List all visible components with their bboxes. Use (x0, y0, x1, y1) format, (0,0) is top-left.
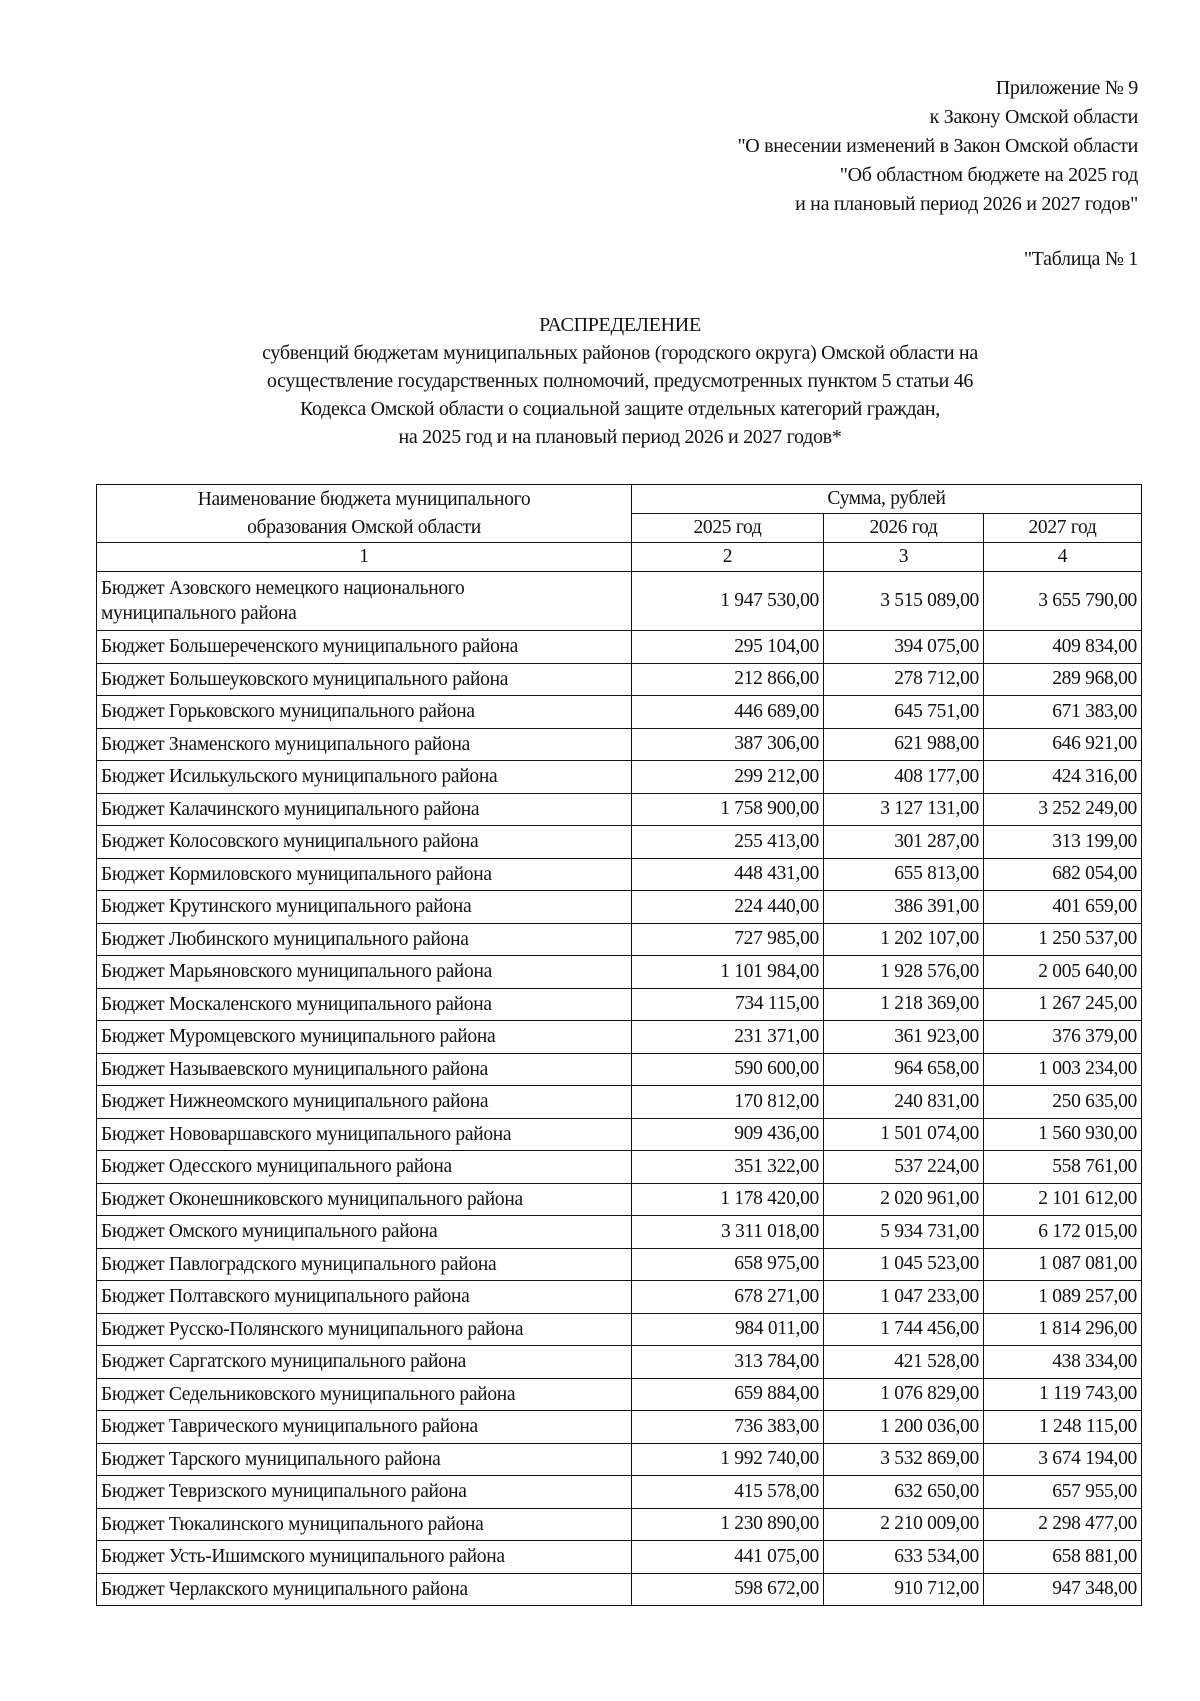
table-row (97, 1541, 1142, 1574)
value-2027-cell: 289 968,00 (984, 663, 1142, 696)
value-2025-cell: 441 075,00 (632, 1541, 824, 1574)
budget-name-cell: Бюджет Называевского муниципального района (97, 1053, 632, 1086)
value-2026-cell: 3 515 089,00 (824, 572, 984, 631)
value-2026-cell: 3 127 131,00 (824, 793, 984, 826)
value-2027-cell: 2 298 477,00 (984, 1508, 1142, 1541)
col-header-2027: 2027 год (984, 514, 1142, 543)
table-row (97, 1411, 1142, 1444)
table-row (97, 1053, 1142, 1086)
document-title (180, 311, 1060, 451)
title-line: Кодекса Омской области о социальной защите отдельных категорий граждан, (300, 398, 940, 420)
value-2025-cell: 1 101 984,00 (632, 956, 824, 989)
table-row (97, 826, 1142, 859)
title-line: на 2025 год и на плановый период 2026 и 2027 годов* (398, 426, 842, 448)
table-row (97, 1183, 1142, 1216)
value-2027-cell: 1 248 115,00 (984, 1411, 1142, 1444)
table-row (97, 663, 1142, 696)
value-2025-cell: 170 812,00 (632, 1086, 824, 1119)
appendix-header (737, 74, 1138, 219)
col-header-2025: 2025 год (632, 514, 824, 543)
table-row (97, 1216, 1142, 1249)
value-2027-cell: 646 921,00 (984, 728, 1142, 761)
value-2025-cell: 598 672,00 (632, 1573, 824, 1606)
budget-name-cell: Бюджет Таврического муниципального района (97, 1411, 632, 1444)
value-2025-cell: 1 947 530,00 (632, 572, 824, 631)
value-2027-cell: 3 655 790,00 (984, 572, 1142, 631)
value-2026-cell: 537 224,00 (824, 1151, 984, 1184)
col-number: 3 (824, 543, 984, 572)
table-row (97, 761, 1142, 794)
budget-name-cell: Бюджет Колосовского муниципального района (97, 826, 632, 859)
value-2027-cell: 1 089 257,00 (984, 1281, 1142, 1314)
value-2027-cell: 1 814 296,00 (984, 1313, 1142, 1346)
table-row (97, 858, 1142, 891)
budget-name-cell: Бюджет Седельниковского муниципального района (97, 1378, 632, 1411)
value-2027-cell: 682 054,00 (984, 858, 1142, 891)
value-2025-cell: 590 600,00 (632, 1053, 824, 1086)
value-2025-cell: 212 866,00 (632, 663, 824, 696)
value-2026-cell: 2 210 009,00 (824, 1508, 984, 1541)
value-2027-cell: 438 334,00 (984, 1346, 1142, 1379)
table-row (97, 923, 1142, 956)
value-2026-cell: 1 045 523,00 (824, 1248, 984, 1281)
table-row (97, 1508, 1142, 1541)
budget-name-cell: Бюджет Марьяновского муниципального района (97, 956, 632, 989)
value-2026-cell: 5 934 731,00 (824, 1216, 984, 1249)
value-2027-cell: 2 005 640,00 (984, 956, 1142, 989)
value-2025-cell: 295 104,00 (632, 631, 824, 664)
value-2027-cell: 1 087 081,00 (984, 1248, 1142, 1281)
value-2026-cell: 1 928 576,00 (824, 956, 984, 989)
col-header-name: Наименование бюджета муниципального образования Омской области (97, 485, 632, 543)
budget-name-cell: Бюджет Одесского муниципального района (97, 1151, 632, 1184)
budget-name-cell: Бюджет Кормиловского муниципального района (97, 858, 632, 891)
appendix-line: Приложение № 9 (995, 77, 1138, 99)
table-row (97, 1151, 1142, 1184)
value-2026-cell: 240 831,00 (824, 1086, 984, 1119)
value-2026-cell: 1 202 107,00 (824, 923, 984, 956)
value-2025-cell: 448 431,00 (632, 858, 824, 891)
budget-name-cell: Бюджет Павлоградского муниципального района (97, 1248, 632, 1281)
value-2027-cell: 250 635,00 (984, 1086, 1142, 1119)
budget-name-cell: Бюджет Большереченского муниципального района (97, 631, 632, 664)
budget-name-cell: Бюджет Крутинского муниципального района (97, 891, 632, 924)
budget-name-cell: Бюджет Москаленского муниципального района (97, 988, 632, 1021)
table-row (97, 1313, 1142, 1346)
value-2026-cell: 3 532 869,00 (824, 1443, 984, 1476)
value-2026-cell: 645 751,00 (824, 696, 984, 729)
budget-name-cell: Бюджет Любинского муниципального района (97, 923, 632, 956)
value-2025-cell: 387 306,00 (632, 728, 824, 761)
value-2025-cell: 313 784,00 (632, 1346, 824, 1379)
value-2025-cell: 734 115,00 (632, 988, 824, 1021)
value-2025-cell: 678 271,00 (632, 1281, 824, 1314)
value-2026-cell: 394 075,00 (824, 631, 984, 664)
col-header-sum: Сумма, рублей (632, 485, 1142, 514)
value-2025-cell: 658 975,00 (632, 1248, 824, 1281)
value-2027-cell: 424 316,00 (984, 761, 1142, 794)
value-2027-cell: 657 955,00 (984, 1476, 1142, 1509)
budget-name-cell: Бюджет Русско-Полянского муниципального района (97, 1313, 632, 1346)
value-2027-cell: 2 101 612,00 (984, 1183, 1142, 1216)
value-2025-cell: 1 230 890,00 (632, 1508, 824, 1541)
table-row (97, 1476, 1142, 1509)
budget-name-cell: Бюджет Усть-Ишимского муниципального района (97, 1541, 632, 1574)
value-2026-cell: 1 744 456,00 (824, 1313, 984, 1346)
value-2025-cell: 231 371,00 (632, 1021, 824, 1054)
budget-name-cell: Бюджет Горьковского муниципального района (97, 696, 632, 729)
value-2027-cell: 658 881,00 (984, 1541, 1142, 1574)
budget-name-cell: Бюджет Знаменского муниципального района (97, 728, 632, 761)
budget-name-cell: Бюджет Нижнеомского муниципального района (97, 1086, 632, 1119)
budget-name-cell: Бюджет Саргатского муниципального района (97, 1346, 632, 1379)
value-2025-cell: 1 992 740,00 (632, 1443, 824, 1476)
table-row (97, 1021, 1142, 1054)
value-2027-cell: 401 659,00 (984, 891, 1142, 924)
value-2025-cell: 659 884,00 (632, 1378, 824, 1411)
budget-name-cell: Бюджет Тюкалинского муниципального района (97, 1508, 632, 1541)
table-row (97, 1248, 1142, 1281)
value-2025-cell: 736 383,00 (632, 1411, 824, 1444)
value-2026-cell: 910 712,00 (824, 1573, 984, 1606)
appendix-line: "О внесении изменений в Закон Омской области (737, 135, 1138, 157)
value-2026-cell: 2 020 961,00 (824, 1183, 984, 1216)
value-2026-cell: 1 076 829,00 (824, 1378, 984, 1411)
value-2026-cell: 632 650,00 (824, 1476, 984, 1509)
table-row (97, 1118, 1142, 1151)
value-2025-cell: 909 436,00 (632, 1118, 824, 1151)
budget-name-cell: Бюджет Нововаршавского муниципального района (97, 1118, 632, 1151)
table-row (97, 1378, 1142, 1411)
budget-name-cell: Бюджет Оконешниковского муниципального района (97, 1183, 632, 1216)
value-2026-cell: 621 988,00 (824, 728, 984, 761)
value-2026-cell: 408 177,00 (824, 761, 984, 794)
value-2027-cell: 313 199,00 (984, 826, 1142, 859)
col-number: 1 (97, 543, 632, 572)
table-row (97, 1346, 1142, 1379)
value-2027-cell: 947 348,00 (984, 1573, 1142, 1606)
appendix-line: "Об областном бюджете на 2025 год (839, 164, 1138, 186)
budget-name-cell: Бюджет Исилькульского муниципального района (97, 761, 632, 794)
budget-name-cell: Бюджет Муромцевского муниципального района (97, 1021, 632, 1054)
budget-name-cell: Бюджет Азовского немецкого национального муниципального района (97, 572, 632, 631)
appendix-line: к Закону Омской области (929, 106, 1138, 128)
value-2026-cell: 421 528,00 (824, 1346, 984, 1379)
value-2027-cell: 1 003 234,00 (984, 1053, 1142, 1086)
table-row (97, 696, 1142, 729)
appendix-line: и на плановый период 2026 и 2027 годов" (795, 193, 1138, 215)
value-2025-cell: 1 178 420,00 (632, 1183, 824, 1216)
value-2025-cell: 3 311 018,00 (632, 1216, 824, 1249)
title-line: осуществление государственных полномочий, предусмотренных пунктом 5 статьи 46 (266, 370, 974, 392)
col-number: 4 (984, 543, 1142, 572)
value-2025-cell: 224 440,00 (632, 891, 824, 924)
table-row (97, 956, 1142, 989)
value-2027-cell: 1 119 743,00 (984, 1378, 1142, 1411)
value-2025-cell: 1 758 900,00 (632, 793, 824, 826)
table-row (97, 988, 1142, 1021)
value-2027-cell: 3 252 249,00 (984, 793, 1142, 826)
value-2027-cell: 1 560 930,00 (984, 1118, 1142, 1151)
value-2026-cell: 386 391,00 (824, 891, 984, 924)
value-2026-cell: 361 923,00 (824, 1021, 984, 1054)
value-2026-cell: 655 813,00 (824, 858, 984, 891)
value-2027-cell: 671 383,00 (984, 696, 1142, 729)
table-row (97, 631, 1142, 664)
table-number: "Таблица № 1 (1023, 248, 1138, 270)
value-2026-cell: 1 218 369,00 (824, 988, 984, 1021)
value-2026-cell: 1 047 233,00 (824, 1281, 984, 1314)
col-number: 2 (632, 543, 824, 572)
value-2025-cell: 446 689,00 (632, 696, 824, 729)
col-header-2026: 2026 год (824, 514, 984, 543)
title-line: субвенций бюджетам муниципальных районов (городского округа) Омской области на (262, 342, 978, 364)
value-2025-cell: 299 212,00 (632, 761, 824, 794)
value-2027-cell: 3 674 194,00 (984, 1443, 1142, 1476)
table-row (97, 891, 1142, 924)
budget-name-cell: Бюджет Черлакского муниципального района (97, 1573, 632, 1606)
table-row (97, 1443, 1142, 1476)
subventions-table (96, 484, 1142, 1606)
budget-name-cell: Бюджет Полтавского муниципального района (97, 1281, 632, 1314)
value-2026-cell: 1 501 074,00 (824, 1118, 984, 1151)
value-2027-cell: 1 267 245,00 (984, 988, 1142, 1021)
budget-name-cell: Бюджет Тарского муниципального района (97, 1443, 632, 1476)
value-2025-cell: 255 413,00 (632, 826, 824, 859)
value-2027-cell: 1 250 537,00 (984, 923, 1142, 956)
value-2026-cell: 1 200 036,00 (824, 1411, 984, 1444)
value-2027-cell: 409 834,00 (984, 631, 1142, 664)
table-row (97, 1281, 1142, 1314)
title-heading: РАСПРЕДЕЛЕНИЕ (539, 314, 701, 336)
budget-name-cell: Бюджет Большеуковского муниципального района (97, 663, 632, 696)
value-2027-cell: 6 172 015,00 (984, 1216, 1142, 1249)
table-row (97, 572, 1142, 631)
value-2026-cell: 964 658,00 (824, 1053, 984, 1086)
value-2026-cell: 633 534,00 (824, 1541, 984, 1574)
value-2026-cell: 301 287,00 (824, 826, 984, 859)
value-2026-cell: 278 712,00 (824, 663, 984, 696)
value-2025-cell: 351 322,00 (632, 1151, 824, 1184)
value-2025-cell: 984 011,00 (632, 1313, 824, 1346)
value-2025-cell: 415 578,00 (632, 1476, 824, 1509)
budget-name-cell: Бюджет Калачинского муниципального района (97, 793, 632, 826)
value-2025-cell: 727 985,00 (632, 923, 824, 956)
table-row (97, 1086, 1142, 1119)
value-2027-cell: 558 761,00 (984, 1151, 1142, 1184)
budget-name-cell: Бюджет Омского муниципального района (97, 1216, 632, 1249)
table-row (97, 1573, 1142, 1606)
table-row (97, 728, 1142, 761)
value-2027-cell: 376 379,00 (984, 1021, 1142, 1054)
budget-name-cell: Бюджет Тевризского муниципального района (97, 1476, 632, 1509)
table-row (97, 793, 1142, 826)
